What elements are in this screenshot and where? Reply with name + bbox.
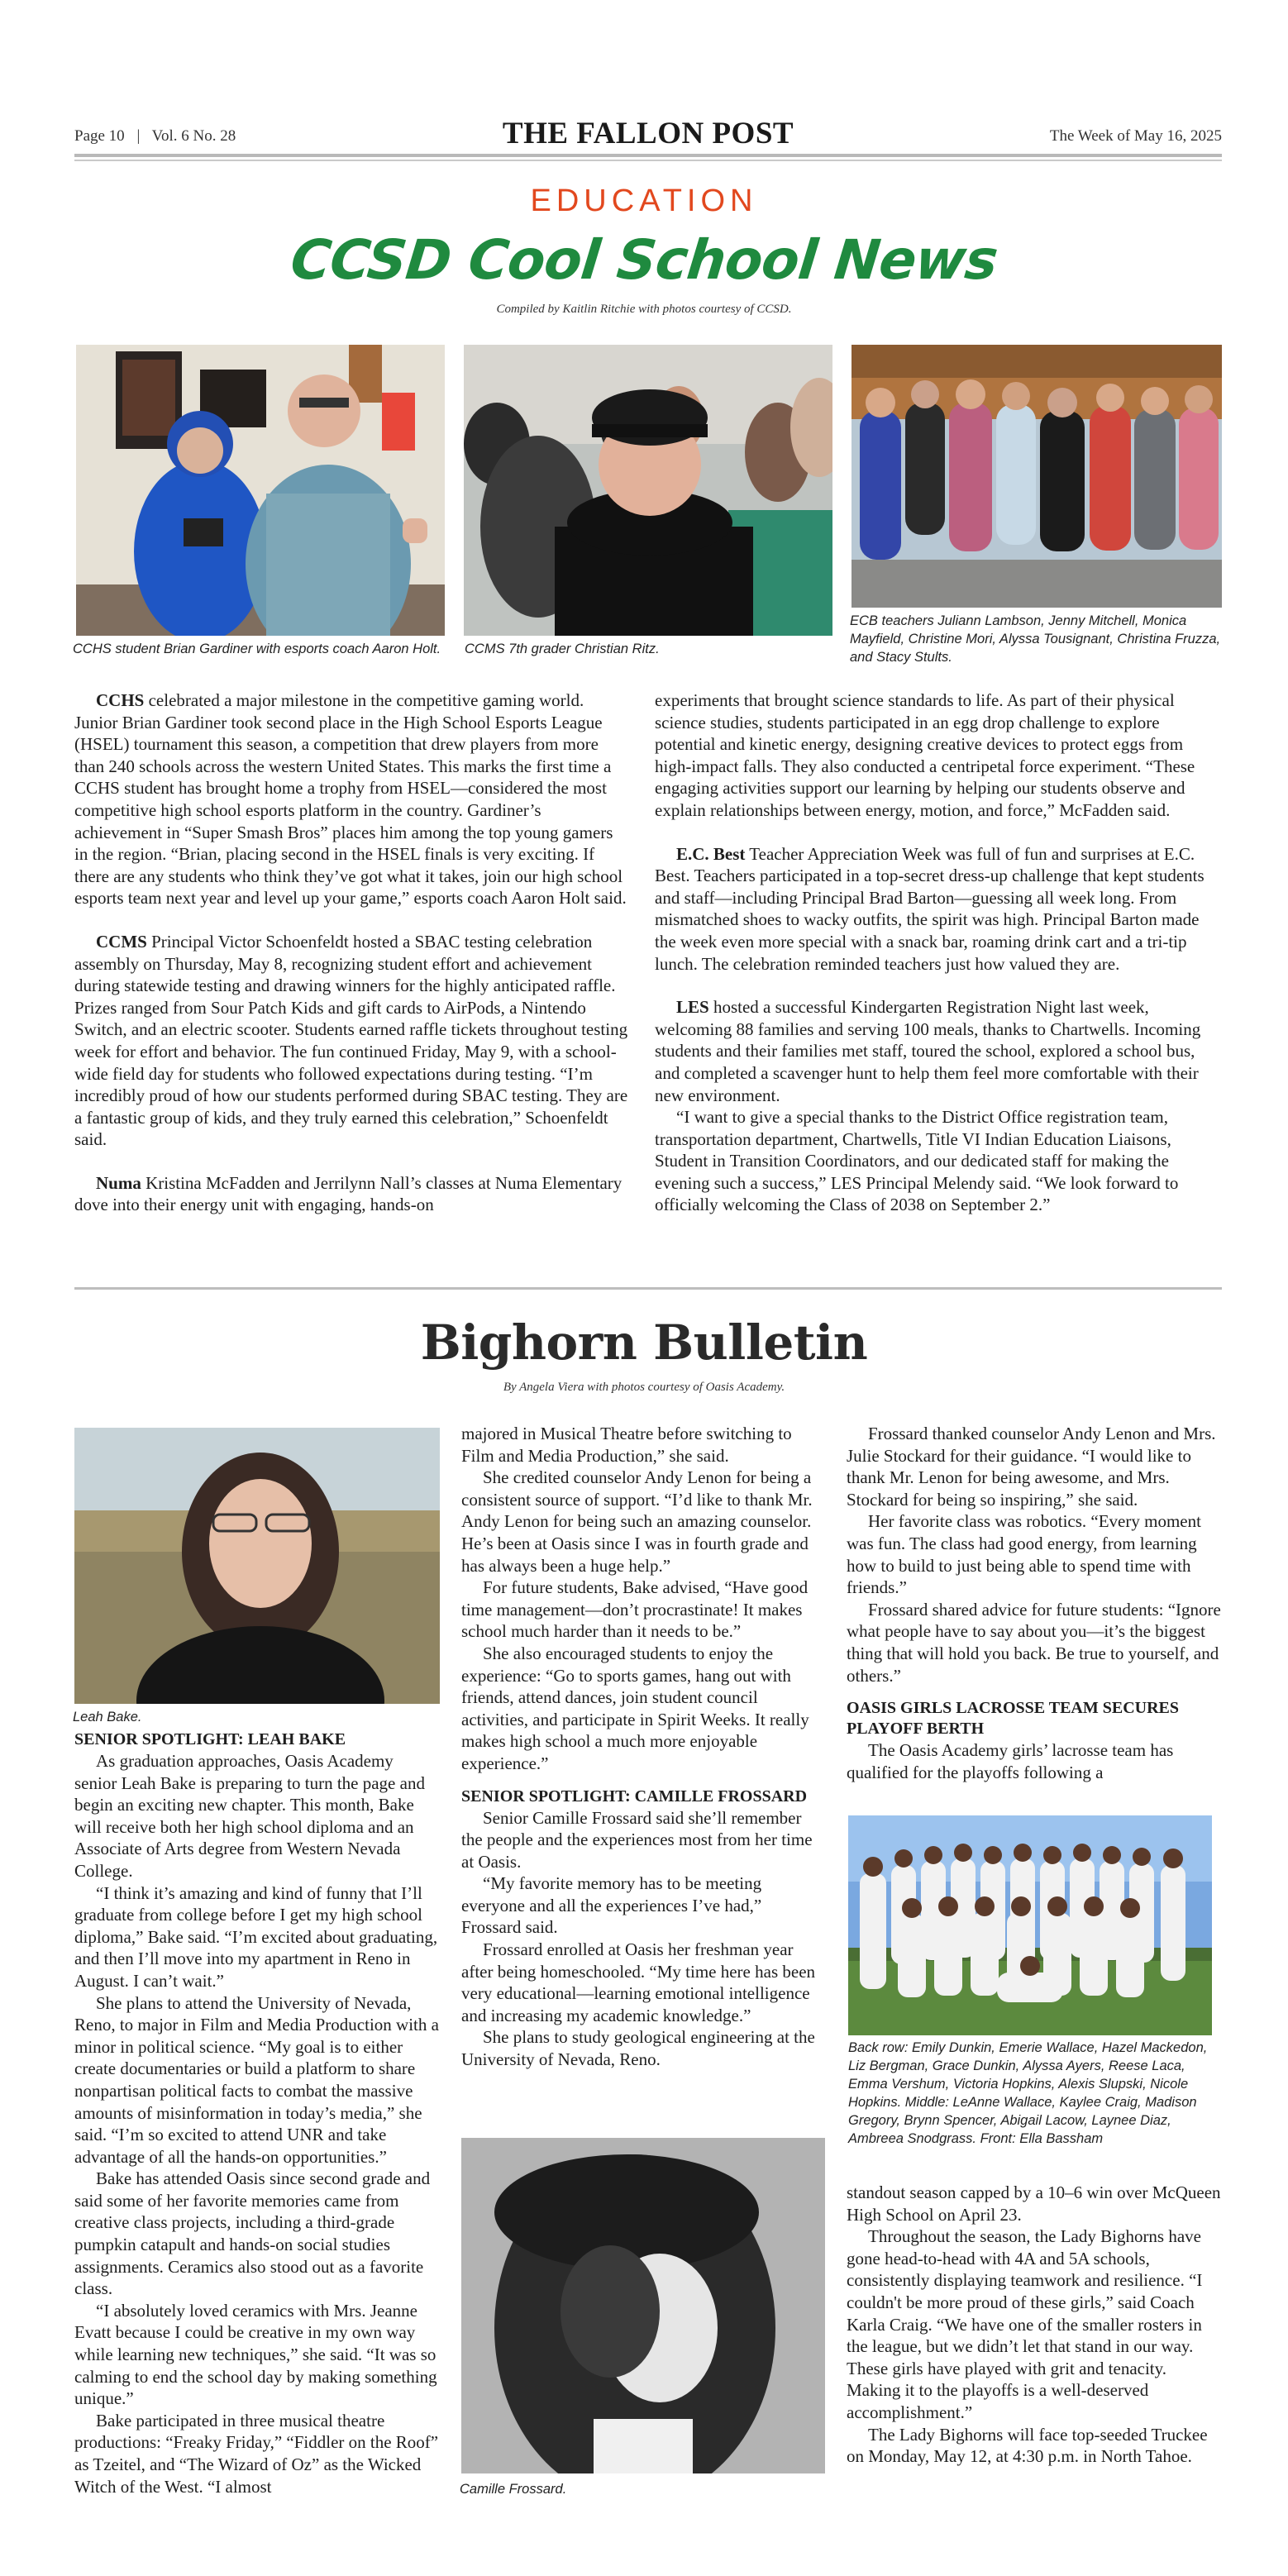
article-paragraph: CCMS Principal Victor Schoenfeldt hosted a SBAC testing celebration assembly on Thursday, May 8, recognizing student effort and achievement during statewide testing and drawing winners for the highly anticipated raffle. Prizes ranged from Sour Patch Kids and gift cards to AirPods, a Nintendo Switch, and an electric scooter. Students earned raffle tickets throughout testing week for effort and behavior. The fun continued Friday, May 9, with a school-wide field day for students who followed expectations during testing. “I’m incredibly proud of how our students performed during SBAC testing. They are a fantastic group of kids, and they truly earned this celebration,” Schoenfeldt said.	[74, 931, 628, 1150]
article-paragraph: experiments that brought science standards to life. As part of their physical science studies, students participated in an egg drop challenge to explore potential and kinetic energy, designing creative devices to protect eggs from high-impact falls. They also conducted a centripetal force experiment. “These engaging activities support our learning by helping our students observe and explain relationships between energy, motion, and force,” McFadden said.	[655, 690, 1195, 820]
education-column-right	[655, 689, 1222, 1216]
separator: |	[136, 127, 141, 145]
section-label: EDUCATION	[530, 184, 758, 218]
article-paragraph: She plans to attend the University of Nevada, Reno, to major in Film and Media Production with a minor in political science. “My goal is to either create documentaries or build a platform to share nonpartisan political facts to combat the massive amounts of misinformation in today’s media,” she said. “I’m so excited to attend UNR and take advantage of all the hands-on opportunities.”	[74, 1992, 439, 2167]
article-heading: OASIS GIRLS LACROSSE TEAM SECURES PLAYOFF BERTH	[847, 1699, 1179, 1739]
article-paragraph: Throughout the season, the Lady Bighorns have gone head-to-head with 4A and 5A schools, consistently displaying teamwork and resilience. “I couldn't be more proud of these girls,” said Coach Karla Craig. “We have one of the smaller rosters in the league, but we didn’t let that stand in our way. These girls have played with grit and tenacity. Making it to the playoffs is a well-deserved accomplishment.”	[847, 2226, 1203, 2422]
masthead	[74, 114, 1222, 152]
school-name: CCMS	[96, 931, 147, 952]
article-paragraph: standout season capped by a 10–6 win over McQueen High School on April 23.	[847, 2182, 1221, 2225]
article-paragraph: “I want to give a special thanks to the District Office registration team, transportation department, Chartwells, Title VI Indian Education Liaisons, Student in Transition Coordinators, and our dedicated staff for making the evening such a success,” LES Principal Melendy said. “We look forward to officially welcoming the Class of 2038 on September 2.”	[655, 1107, 1179, 1215]
section-title: CCSD Cool School News	[288, 228, 1000, 292]
photo-caption: Back row: Emily Dunkin, Emerie Wallace, Hazel Mackedon, Liz Bergman, Grace Dunkin, Alyssa Ayers, Reese Laca, Emma Vershum, Victoria Hopkins, Alexis Slupski, Nicole Hopkins. Middle: LeAnne Wallace, Kaylee Craig, Madison Gregory, Brynn Spencer, Abigail Lacow, Laynee Diaz, Ambreea Snodgrass. Front: Ella Bassham	[848, 2040, 1208, 2146]
section-divider	[74, 1287, 1222, 1290]
bighorn-credit: By Angela Viera with photos courtesy of Oasis Academy.	[503, 1381, 785, 1394]
article-paragraph: She also encouraged students to enjoy the experience: “Go to sports games, hang out with friends, attend dances, join student council activities, and participate in Spirit Weeks. It really makes high school a much more enjoyable experience.”	[461, 1643, 809, 1773]
photo-caption: CCMS 7th grader Christian Ritz.	[465, 642, 660, 656]
article-paragraph: Frossard thanked counselor Andy Lenon and Mrs. Julie Stockard for their guidance. “I would like to thank Mr. Lenon for being awesome, and Mrs. Stockard for being so inspiring,” she said.	[847, 1424, 1216, 1510]
article-paragraph: Bake participated in three musical theatre productions: “Freaky Friday,” “Fiddler on the Roof” as Tzeitel, and “The Wizard of Oz” as the Wicked Witch of the West. “I almost	[74, 2410, 439, 2497]
article-paragraph: Frossard shared advice for future students: “Ignore what people have to say about you—it’s the biggest thing that will hold you back. Be true to yourself, and others.”	[847, 1599, 1221, 1686]
masthead-rule-thin	[74, 160, 1222, 161]
education-credit: Compiled by Kaitlin Ritchie with photos courtesy of CCSD.	[496, 303, 792, 316]
photo-caption: Camille Frossard.	[460, 2482, 567, 2497]
article-paragraph: She credited counselor Andy Lenon for being a consistent source of support. “I’d like to thank Mr. Andy Lenon for being such an amazing counselor. He’s been at Oasis since I was in fourth grade and has always been a huge help.”	[461, 1467, 813, 1576]
photo-camille-frossard	[461, 2138, 825, 2473]
article-paragraph: Frossard enrolled at Oasis her freshman year after being homeschooled. “My time here has been very educational—learning emotional intelligence and increasing my academic knowledge.”	[461, 1939, 816, 2025]
bighorn-column-3	[847, 1423, 1222, 1783]
article-heading: SENIOR SPOTLIGHT: CAMILLE FROSSARD	[461, 1787, 808, 1806]
article-paragraph: Bake has attended Oasis since second grade and said some of her favorite memories came from creative class projects, including a third-grade pumpkin catapult and hands-on social studies assignments. Ceramics also stood out as a favorite class.	[74, 2168, 431, 2299]
photo-caption: Leah Bake.	[73, 1710, 142, 1724]
school-name: CCHS	[96, 690, 145, 710]
article-paragraph: CCHS celebrated a major milestone in the competitive gaming world. Junior Brian Gardiner took second place in the High School Esports League (HSEL) tournament this season, a competition that drew players from more than 240 schools across the western United States. This marks the first time a CCHS student has brought home a trophy from HSEL—considered the most competitive high school esports platform in the country. Gardiner’s achievement in “Super Smash Bros” places him among the top young gamers in the region. “Brian, placing second in the HSEL finals is very exciting. If there are any students who think they’ve got what it takes, join our high school esports team next year and level up your game,” esports coach Aaron Holt said.	[74, 690, 627, 909]
education-column-left	[74, 689, 630, 1216]
photo-ccms-student	[464, 345, 832, 636]
page-number: Page 10	[74, 127, 125, 145]
article-paragraph: As graduation approaches, Oasis Academy senior Leah Bake is preparing to turn the page and begin an exciting new chapter. This month, Bake will receive both her high school diploma and an Associate of Arts degree from Western Nevada College.	[74, 1751, 425, 1881]
issue-date: The Week of May 16, 2025	[1049, 127, 1222, 145]
issue-number: Vol. 6 No. 28	[151, 127, 236, 145]
article-heading: SENIOR SPOTLIGHT: LEAH BAKE	[74, 1730, 346, 1748]
article-paragraph: She plans to study geological engineering at the University of Nevada, Reno.	[461, 2027, 815, 2070]
newspaper-title: THE FALLON POST	[502, 117, 794, 150]
photo-ecb-teachers	[852, 345, 1222, 608]
bighorn-column-1	[74, 1729, 440, 2497]
photo-leah-bake	[74, 1428, 440, 1704]
article-paragraph: For future students, Bake advised, “Have good time management—don’t procrastinate! It makes school much harder than it needs to be.”	[461, 1577, 809, 1642]
article-paragraph: “My favorite memory has to be meeting everyone and all the experiences I’ve had,” Frossard said.	[461, 1873, 762, 1938]
school-name: Numa	[96, 1172, 141, 1193]
photo-caption: ECB teachers Juliann Lambson, Jenny Mitchell, Monica Mayfield, Christine Mori, Alyssa Tousignant, Christina Fruzza, and Stacy Stults.	[850, 613, 1221, 665]
article-paragraph: majored in Musical Theatre before switching to Film and Media Production,” she said.	[461, 1424, 792, 1466]
article-paragraph: “I absolutely loved ceramics with Mrs. Jeanne Evatt because I could be creative in my own way while learning new techniques,” she said. “It was so calming to end the school day by making something unique.”	[74, 2300, 437, 2409]
article-paragraph: Numa Kristina McFadden and Jerrilynn Nall’s classes at Numa Elementary dove into their energy unit with engaging, hands-on	[74, 1172, 623, 1215]
bighorn-column-3-continued	[847, 2182, 1222, 2468]
photo-caption: CCHS student Brian Gardiner with esports coach Aaron Holt.	[73, 642, 441, 656]
photo-lacrosse-team	[848, 1815, 1212, 2035]
article-paragraph: LES hosted a successful Kindergarten Registration Night last week, welcoming 88 families and serving 100 meals, thanks to Chartwells. Incoming students and their families met staff, toured the school, explored a school bus, and completed a scavenger hunt to help them feel more comfortable with their new environment.	[655, 997, 1201, 1105]
school-name: E.C. Best	[676, 843, 746, 864]
article-paragraph: E.C. Best Teacher Appreciation Week was full of fun and surprises at E.C. Best. Teachers participated in a top-secret dress-up challenge that kept students and staff—including Principal Brad Barton—guessing all week long. From mismatched shoes to wacky outfits, the spirit was high. Principal Barton made the week even more special with a snack bar, roaming drink cart and a tri-tip lunch. The celebration reminded teachers just how valued they are.	[655, 843, 1205, 974]
article-paragraph: The Oasis Academy girls’ lacrosse team has qualified for the playoffs following a	[847, 1740, 1174, 1782]
bighorn-column-2	[461, 1423, 825, 2071]
school-name: LES	[676, 997, 709, 1018]
photo-esports	[76, 345, 445, 636]
article-paragraph: The Lady Bighorns will face top-seeded Truckee on Monday, May 12, at 4:30 p.m. in North Tahoe.	[847, 2424, 1208, 2467]
article-paragraph: Her favorite class was robotics. “Every moment was fun. The class had good energy, from learning how to build to just being able to spend time with friends.”	[847, 1511, 1201, 1598]
article-paragraph: “I think it’s amazing and kind of funny that I’ll graduate from college before I get my high school diploma,” Bake said. “I’m excited about graduating, and then I’ll move into my apartment in Reno in August. I can’t wait.”	[74, 1882, 438, 1991]
bighorn-title: Bighorn Bulletin	[420, 1314, 868, 1371]
article-paragraph: Senior Camille Frossard said she’ll remember the people and the experiences most from her time at Oasis.	[461, 1807, 813, 1872]
masthead-rule	[74, 154, 1222, 157]
